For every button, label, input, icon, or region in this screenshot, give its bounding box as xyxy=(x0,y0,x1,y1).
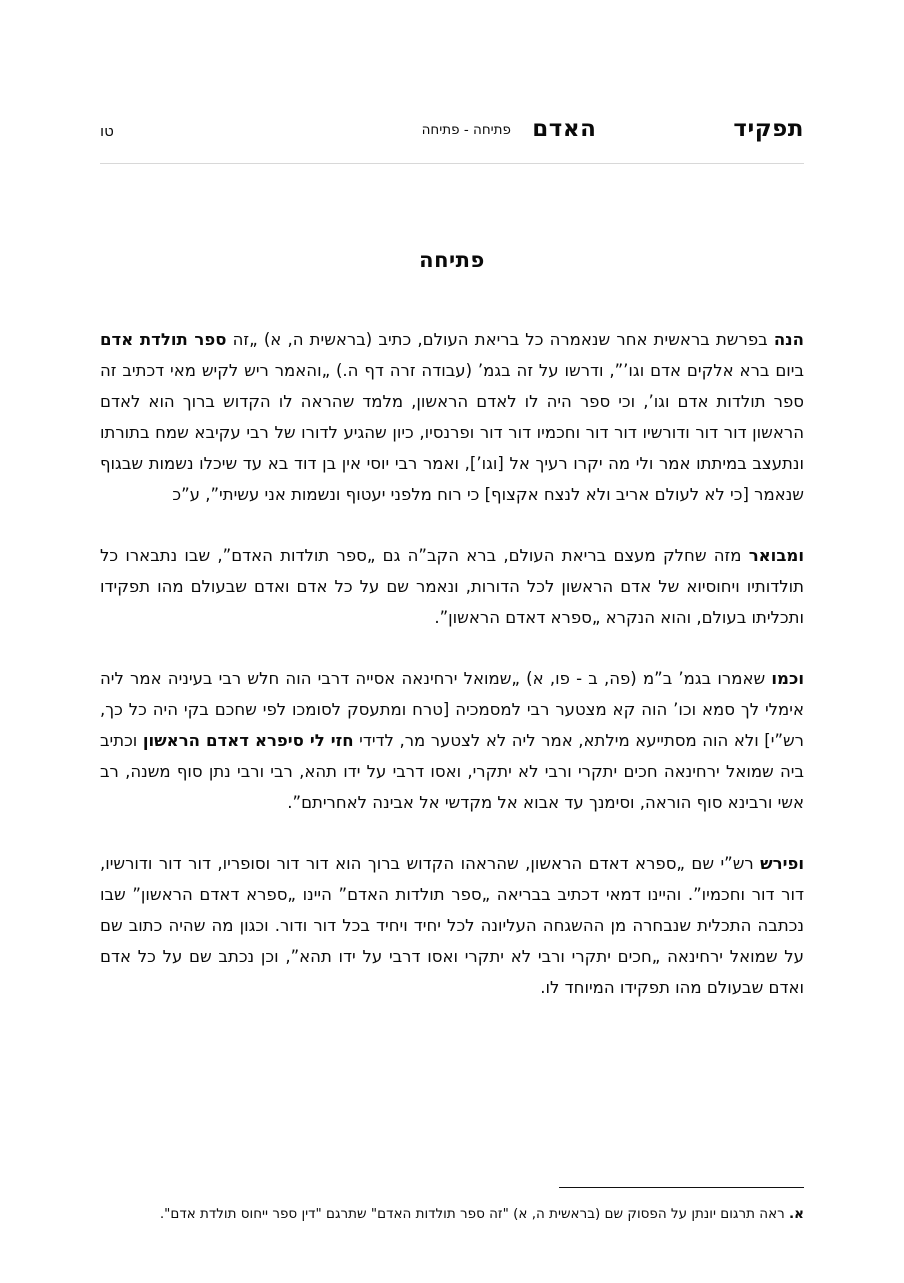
paragraph-lead-word: וכמו xyxy=(771,669,804,688)
paragraph-list xyxy=(100,324,804,1003)
header-book-title-word-2: האדם xyxy=(532,116,597,142)
header-book-title-word-1: תפקיד xyxy=(733,116,804,142)
footnote-area xyxy=(100,1187,804,1227)
emphasised-quote: חזי לי סיפרא דאדם הראשון xyxy=(142,731,354,750)
header-book-title xyxy=(532,116,804,142)
paragraph-lead-word: ופירש xyxy=(760,854,804,873)
body-content xyxy=(100,248,804,1003)
body-paragraph: ומבואר מזה שחלק מעצם בריאת העולם, ברא הקב”ה גם „ספר תולדות האדם”, שבו נתבארו כל תולדותיו ויחוסיוא של אדם הראשון לכל הדורות, ונאמר שם על כל אדם ואדם שבעולם מהו תפקידו ותכליתו בעולם, והוא הנקרא „ספרא דאדם הראשון”. xyxy=(100,546,804,627)
page-number: טו xyxy=(100,122,114,140)
body-paragraph: ופירש רש”י שם „ספרא דאדם הראשון, שהראהו הקדוש ברוך הוא דור דור וסופריו, דור דור ודורשיו, דור דור וחכמיו”. והיינו דמאי דכתיב בבריאה „ספר תולדות האדם” היינו „ספרא דאדם הראשון” שבו נכתבה התכלית שנבחרה מן ההשגחה העליונה לכל יחיד ויחיד בכל דור ודור. וכגון מה שהיה כתוב שם על שמואל ירחינאה „חכים יתקרי ורבי לא יתקרי ואסו דרבי על ידו תהא”, וכן נכתב שם על כל אדם ואדם שבעולם מהו תפקידו המיוחד לו. xyxy=(100,854,804,997)
paragraph-lead-word: ומבואר xyxy=(748,546,804,565)
header-divider xyxy=(100,163,804,164)
emphasised-quote: ספר תולדת אדם xyxy=(100,330,227,349)
footnote-item: א. ראה תרגום יונתן על הפסוק שם (בראשית ה, א) "זה ספר תולדות האדם" שתרגם "דין ספר ייחוס תולדת אדם". xyxy=(159,1206,804,1222)
body-paragraph: הנה בפרשת בראשית אחר שנאמרה כל בריאת העולם, כתיב (בראשית ה, א) „זה ספר תולדת אדם ביום ברא אלקים אדם וגו’”, ודרשו על זה בגמ’ (עבודה זרה דף ה.) „והאמר ריש לקיש מאי דכתיב זה ספר תולדות אדם וגו’, וכי ספר היה לו לאדם הראשון, מלמד שהראה לו הקדוש ברוך הוא לאדם הראשון דור דור ודורשיו דור דור וחכמיו דור דור ופרנסיו, כיון שהגיע לדורו של רבי עקיבא שמח בתורתו ונתעצב במיתתו אמר ולי מה יקרו רעיך אל [וגו’], ואמר רבי יוסי אין בן דוד בא עד שיכלו נשמות שבגוף שנאמר [כי לא לעולם אריב ולא לנצח אקצוף] כי רוח מלפני יעטוף ונשמות אני עשיתי”, ע”כ xyxy=(100,330,804,504)
header-chapter-line: פתיחה - פתיחה xyxy=(421,122,511,138)
body-paragraph: וכמו שאמרו בגמ’ ב”מ (פה, ב - פו, א) „שמואל ירחינאה אסייה דרבי הוה חלש רבי בעיניה אמר ליה אימלי לך סמא וכו’ הוה קא מצטער רבי למסמכיה [טרח ומתעסק לסומכו לפי שחכם בקי היה כל כך, רש”י] ולא הוה מסתייעא מילתא, אמר ליה לא לצטער מר, לדידי חזי לי סיפרא דאדם הראשון וכתיב ביה שמואל ירחינאה חכים יתקרי ורבי לא יתקרי, ואסו דרבי על ידו תהא, רבי ורבי נתן סוף משנה, רב אשי ורבינא סוף הוראה, וסימנך עד אבוא אל מקדשי אל אבינה לאחריתם”. xyxy=(100,669,804,812)
footnote-divider xyxy=(559,1187,804,1188)
paragraph-lead-word: הנה xyxy=(773,330,804,349)
footnote-list xyxy=(100,1202,804,1227)
footnote-marker: א. xyxy=(789,1206,804,1222)
section-title: פתיחה xyxy=(419,248,485,272)
running-header xyxy=(100,116,804,154)
